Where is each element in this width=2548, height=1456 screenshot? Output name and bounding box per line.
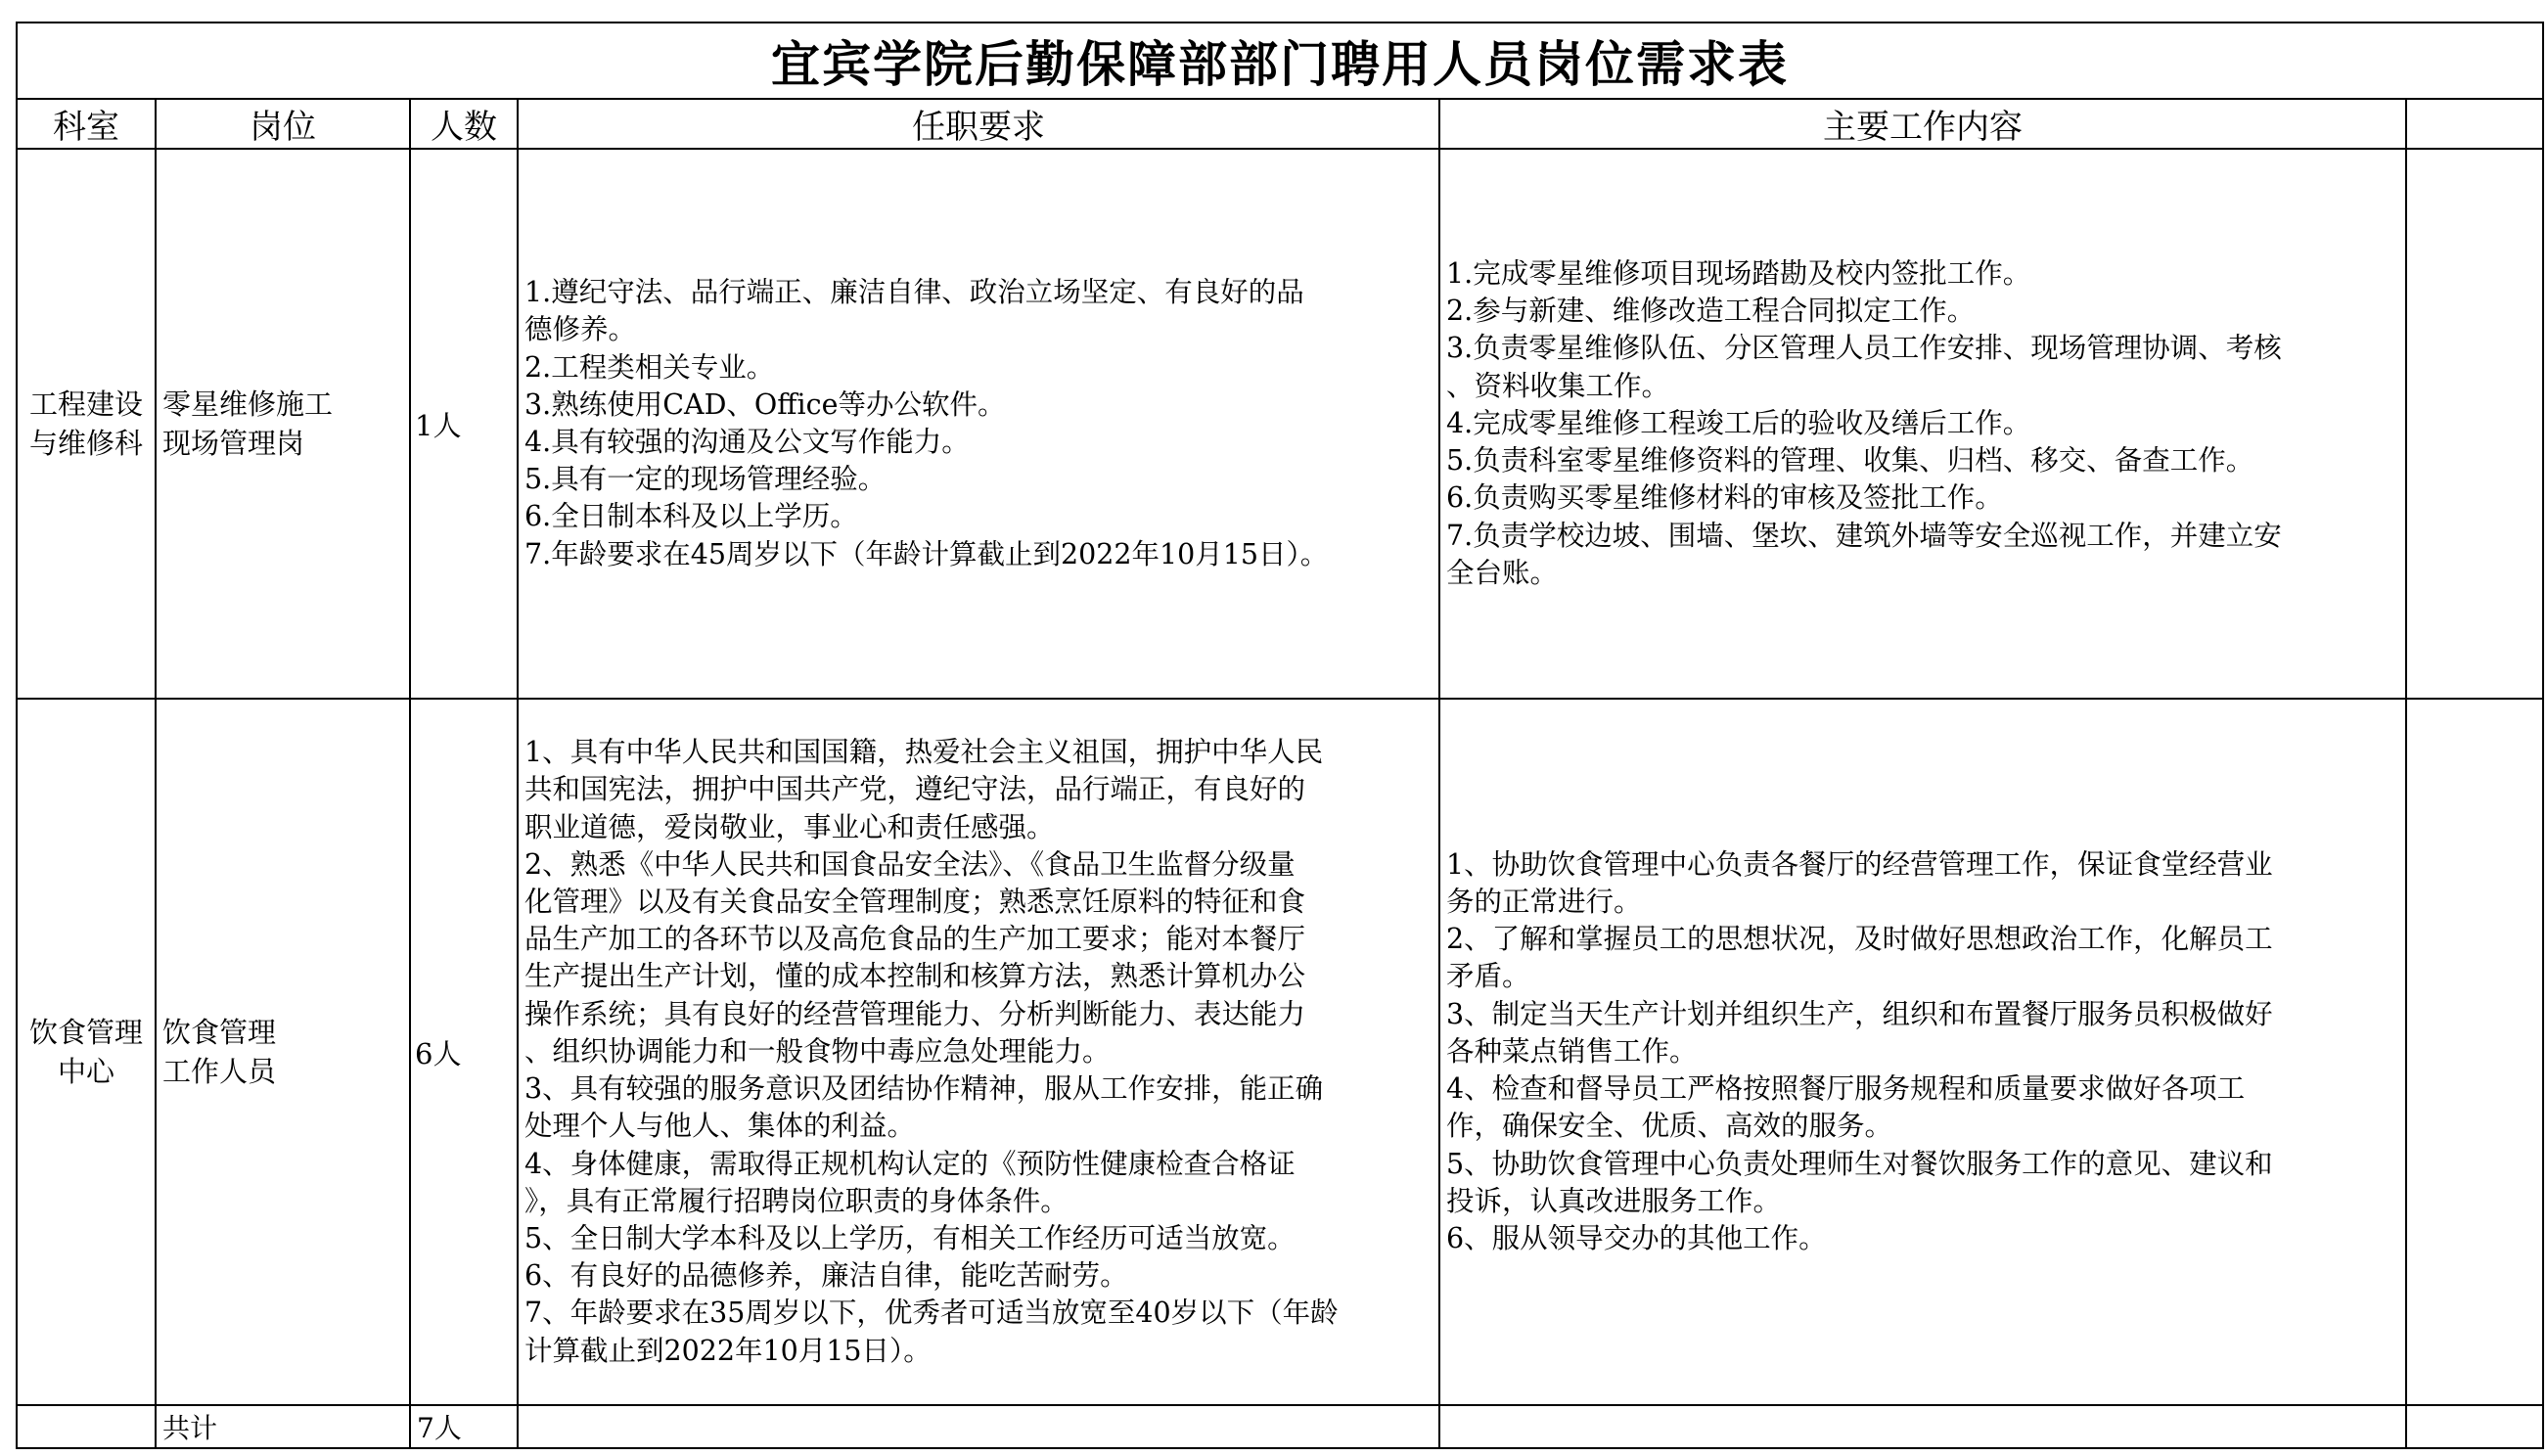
- header-requirements[interactable]: 任职要求: [518, 99, 1439, 149]
- total-row: [17, 1405, 2543, 1448]
- header-extra[interactable]: [2406, 99, 2543, 149]
- total-requirements-cell[interactable]: [518, 1405, 1439, 1448]
- total-duties-cell[interactable]: [1439, 1405, 2406, 1448]
- total-dept-cell[interactable]: [17, 1405, 156, 1448]
- extra-cell[interactable]: [2406, 149, 2543, 699]
- total-count-cell[interactable]: 7人: [410, 1405, 518, 1448]
- count-cell[interactable]: 6人: [410, 699, 518, 1405]
- job-requirements-table: [16, 22, 2544, 1449]
- page-title[interactable]: 宜宾学院后勤保障部部门聘用人员岗位需求表: [17, 23, 2543, 99]
- post-cell[interactable]: 零星维修施工 现场管理岗: [156, 149, 410, 699]
- total-label-cell[interactable]: 共计: [156, 1405, 410, 1448]
- title-row: [17, 23, 2543, 99]
- duties-cell[interactable]: 1、协助饮食管理中心负责各餐厅的经营管理工作，保证食堂经营业 务的正常进行。 2、了解和掌握员工的思想状况，及时做好思想政治工作，化解员工 矛盾。 3、制定当天生产计划并组织生产，组织和布置餐厅服务员积极做好 各种菜点销售工作。 4、检查和督导员工严格按照餐厅服务规程和质量要求做好各项工 作，确保安全、优质、高效的服务。 5、协助饮食管理中心负责处理师生对餐饮服务工作的意见、建议和 投诉，认真改进服务工作。 6、服从领导交办的其他工作。: [1439, 699, 2406, 1405]
- header-count[interactable]: 人数: [410, 99, 518, 149]
- requirements-cell[interactable]: 1.遵纪守法、品行端正、廉洁自律、政治立场坚定、有良好的品 德修养。 2.工程类相关专业。 3.熟练使用CAD、Office等办公软件。 4.具有较强的沟通及公文写作能力。 5.具有一定的现场管理经验。 6.全日制本科及以上学历。 7.年龄要求在45周岁以下（年龄计算截止到2022年10月15日）。: [518, 149, 1439, 699]
- total-extra-cell[interactable]: [2406, 1405, 2543, 1448]
- header-duties[interactable]: 主要工作内容: [1439, 99, 2406, 149]
- duties-cell[interactable]: 1.完成零星维修项目现场踏勘及校内签批工作。 2.参与新建、维修改造工程合同拟定工作。 3.负责零星维修队伍、分区管理人员工作安排、现场管理协调、考核 、资料收集工作。 4.完成零星维修工程竣工后的验收及缮后工作。 5.负责科室零星维修资料的管理、收集、归档、移交、备查工作。 6.负责购买零星维修材料的审核及签批工作。 7.负责学校边坡、围墙、堡坎、建筑外墙等安全巡视工作，并建立安 全台账。: [1439, 149, 2406, 699]
- post-cell[interactable]: 饮食管理 工作人员: [156, 699, 410, 1405]
- dept-cell[interactable]: 工程建设 与维修科: [17, 149, 156, 699]
- extra-cell[interactable]: [2406, 699, 2543, 1405]
- dept-cell[interactable]: 饮食管理 中心: [17, 699, 156, 1405]
- header-dept[interactable]: 科室: [17, 99, 156, 149]
- count-cell[interactable]: 1人: [410, 149, 518, 699]
- table-row: [17, 699, 2543, 1405]
- requirements-cell[interactable]: 1、具有中华人民共和国国籍，热爱社会主义祖国，拥护中华人民 共和国宪法，拥护中国共产党，遵纪守法，品行端正，有良好的 职业道德，爱岗敬业，事业心和责任感强。 2、熟悉《中华人民共和国食品安全法》、《食品卫生监督分级量 化管理》以及有关食品安全管理制度；熟悉烹饪原料的特征和食 品生产加工的各环节以及高危食品的生产加工要求；能对本餐厅 生产提出生产计划，懂的成本控制和核算方法，熟悉计算机办公 操作系统；具有良好的经营管理能力、分析判断能力、表达能力 、组织协调能力和一般食物中毒应急处理能力。 3、具有较强的服务意识及团结协作精神，服从工作安排，能正确 处理个人与他人、集体的利益。 4、身体健康，需取得正规机构认定的《预防性健康检查合格证 》，具有正常履行招聘岗位职责的身体条件。 5、全日制大学本科及以上学历，有相关工作经历可适当放宽。 6、有良好的品德修养，廉洁自律，能吃苦耐劳。 7、年龄要求在35周岁以下，优秀者可适当放宽至40岁以下（年龄 计算截止到2022年10月15日）。: [518, 699, 1439, 1405]
- table-row: [17, 149, 2543, 699]
- header-post[interactable]: 岗位: [156, 99, 410, 149]
- header-row: [17, 99, 2543, 149]
